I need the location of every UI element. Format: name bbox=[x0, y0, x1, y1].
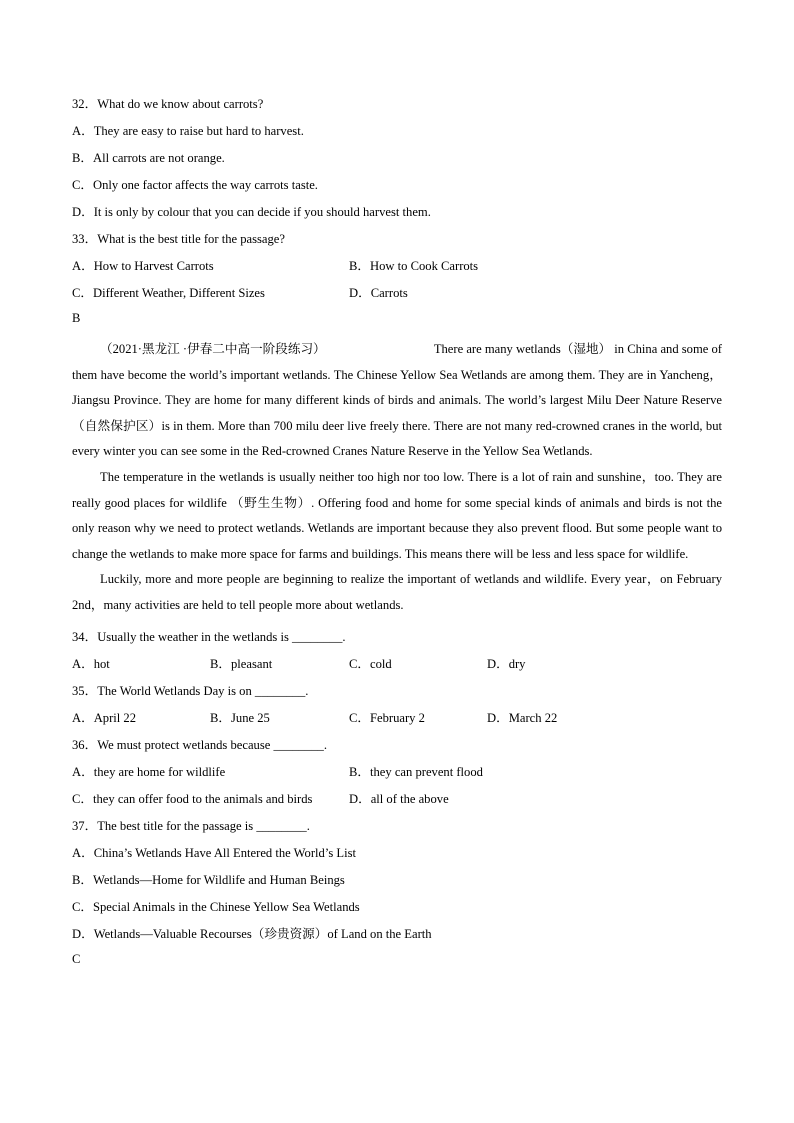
question-35-option-d: D．March 22 bbox=[487, 710, 558, 725]
question-37-option-a: A．China’s Wetlands Have All Entered the World’s List bbox=[72, 845, 356, 860]
question-34-stem: 34．Usually the weather in the wetlands is ________. bbox=[72, 629, 346, 644]
question-37-stem: 37．The best title for the passage is ________. bbox=[72, 818, 310, 833]
passage-paragraph-1-head bbox=[72, 337, 722, 363]
passage-paragraph-3: Luckily, more and more people are beginning to realize the important of wetlands and wildlife. Every year，on February 2nd，many activities are held to tell people more about wetlands. bbox=[72, 572, 722, 612]
question-37-option-b: B．Wetlands—Home for Wildlife and Human Beings bbox=[72, 872, 345, 887]
question-37-option-d: D．Wetlands—Valuable Recourses（珍贵资源）of Land on the Earth bbox=[72, 926, 432, 941]
passage-paragraph-1-body: them have become the world’s important wetlands. The Chinese Yellow Sea Wetlands are among them. They are in Yancheng，Jiangsu Province. They are home for many different kinds of birds and animals. The world’s largest Milu Deer Nature Reserve（自然保护区）is in them. More than 700 milu deer live freely there. There are not many red-crowned cranes in the world, but every winter you can see some in the Red-crowned Cranes Nature Reserve in the Yellow Sea Wetlands. bbox=[72, 367, 722, 459]
question-36-options-row-1 bbox=[72, 762, 722, 789]
question-32-option-c: C．Only one factor affects the way carrots taste. bbox=[72, 178, 318, 192]
question-36-option-d: D．all of the above bbox=[349, 791, 449, 806]
question-32-option-b: B．All carrots are not orange. bbox=[72, 151, 225, 165]
question-37-option-c: C．Special Animals in the Chinese Yellow Sea Wetlands bbox=[72, 899, 360, 914]
question-33-option-d: D．Carrots bbox=[349, 286, 408, 300]
passage-paragraph-2: The temperature in the wetlands is usually neither too high nor too low. There is a lot of rain and sunshine，too. They are really good places for wildlife （野生生物）. Offering food and home for some special kinds of animals and birds is not the only reason why we need to protect wetlands. Wetlands are important because they also prevent flood. But some people want to change the wetlands to make more space for farms and buildings. This means there will be less and less space for wildlife. bbox=[72, 469, 722, 561]
question-35-option-b: B．June 25 bbox=[210, 710, 270, 725]
question-36-stem: 36．We must protect wetlands because ________. bbox=[72, 737, 327, 752]
question-36-option-b: B．they can prevent flood bbox=[349, 764, 483, 779]
question-34-option-a: A．hot bbox=[72, 656, 110, 671]
question-34-option-c: C．cold bbox=[349, 656, 392, 671]
question-33-option-a: A．How to Harvest Carrots bbox=[72, 259, 214, 273]
passage-paragraph-1-opening: There are many wetlands（湿地） in China and some of bbox=[433, 342, 722, 356]
question-34-option-d: D．dry bbox=[487, 656, 526, 671]
question-33-option-b: B．How to Cook Carrots bbox=[349, 259, 479, 273]
question-32-option-a: A．They are easy to raise but hard to harvest. bbox=[72, 124, 304, 138]
section-c-label: C bbox=[72, 951, 81, 966]
question-32-stem: 32．What do we know about carrots? bbox=[72, 97, 264, 111]
question-36-option-c: C．they can offer food to the animals and birds bbox=[72, 791, 313, 806]
document-page bbox=[72, 94, 722, 976]
question-35-options bbox=[72, 708, 722, 735]
question-35-option-a: A．April 22 bbox=[72, 710, 137, 725]
question-32-option-d: D．It is only by colour that you can decide if you should harvest them. bbox=[72, 205, 431, 219]
question-35-stem: 35．The World Wetlands Day is on ________. bbox=[72, 683, 309, 698]
question-34-options bbox=[72, 654, 722, 681]
question-36-options-row-2 bbox=[72, 789, 722, 816]
question-36-option-a: A．they are home for wildlife bbox=[72, 764, 226, 779]
passage-source: （2021·黑龙江 ·伊春二中高一阶段练习） bbox=[100, 342, 326, 356]
question-34-option-b: B．pleasant bbox=[210, 656, 273, 671]
question-33-options-row-1 bbox=[72, 256, 722, 283]
question-35-option-c: C．February 2 bbox=[349, 710, 425, 725]
question-33-options-row-2 bbox=[72, 283, 722, 310]
reading-passage-b bbox=[72, 337, 722, 619]
passage-paragraph-1 bbox=[72, 337, 722, 465]
question-33-stem: 33．What is the best title for the passage? bbox=[72, 232, 285, 246]
question-33-option-c: C．Different Weather, Different Sizes bbox=[72, 286, 265, 300]
section-b-label: B bbox=[72, 311, 81, 325]
